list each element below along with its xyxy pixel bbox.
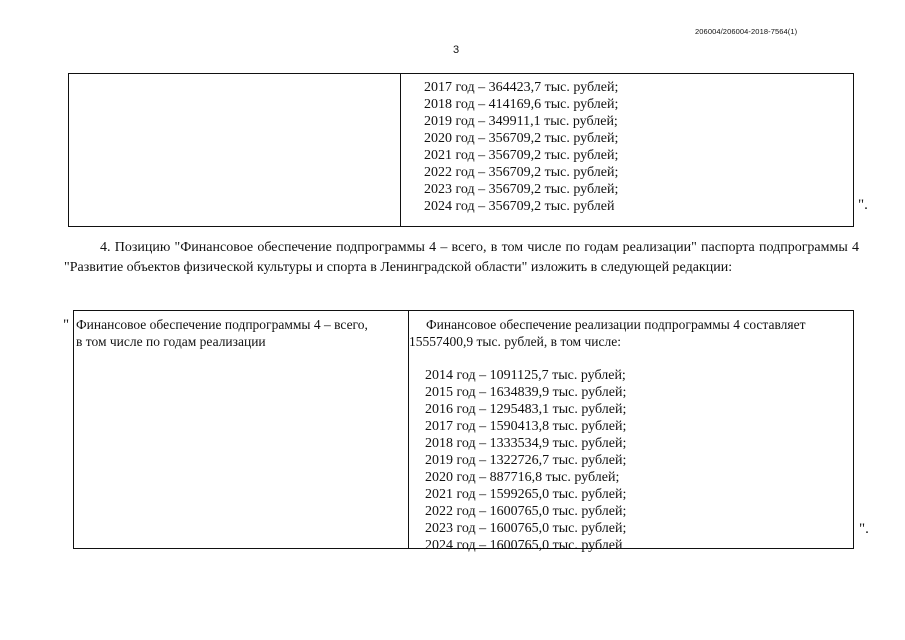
funding-year-line: 2016 год – 1295483,1 тыс. рублей; [425, 402, 627, 417]
funding-year-line: 2017 год – 364423,7 тыс. рублей; [424, 80, 619, 95]
funding-year-line: 2020 год – 887716,8 тыс. рублей; [425, 470, 620, 485]
funding-year-line: 2021 год – 1599265,0 тыс. рублей; [425, 487, 627, 502]
funding-year-line: 2019 год – 1322726,7 тыс. рублей; [425, 453, 627, 468]
funding-year-line: 2023 год – 1600765,0 тыс. рублей; [425, 521, 627, 536]
funding-total-intro: Финансовое обеспечение реализации подпрограммы 4 составляет 15557400,9 тыс. рублей, в том числе: [409, 317, 806, 349]
funding-year-line: 2017 год – 1590413,8 тыс. рублей; [425, 419, 627, 434]
closing-quote-mark: ". [859, 521, 869, 537]
funding-year-line: 2015 год – 1634839,9 тыс. рублей; [425, 385, 627, 400]
funding-year-line: 2018 год – 414169,6 тыс. рублей; [424, 97, 619, 112]
funding-year-line: 2021 год – 356709,2 тыс. рублей; [424, 148, 619, 163]
funding-year-line: 2014 год – 1091125,7 тыс. рублей; [425, 368, 626, 383]
position-label-cell: Финансовое обеспечение подпрограммы 4 – всего, в том числе по годам реализации [76, 317, 368, 349]
funding-year-line: 2023 год – 356709,2 тыс. рублей; [424, 182, 619, 197]
funding-year-line: 2018 год – 1333534,9 тыс. рублей; [425, 436, 627, 451]
funding-year-line: 2024 год – 1600765,0 тыс. рублей [425, 538, 623, 553]
column-divider [400, 74, 401, 226]
funding-year-line: 2020 год – 356709,2 тыс. рублей; [424, 131, 619, 146]
opening-quote-mark: " [63, 317, 70, 333]
funding-years-list-2 [425, 367, 626, 554]
amendment-paragraph: 4. Позицию "Финансовое обеспечение подпрограммы 4 – всего, в том числе по годам реализации" паспорта подпрограммы 4 "Развитие объектов физической культуры и спорта в Ленинградской области" изложить в следующей редакции: [64, 240, 859, 275]
funding-year-line: 2022 год – 356709,2 тыс. рублей; [424, 165, 619, 180]
page-number: 3 [453, 44, 460, 56]
funding-year-line: 2019 год – 349911,1 тыс. рублей; [424, 114, 618, 129]
closing-quote-mark: ". [858, 197, 868, 213]
funding-year-line: 2024 год – 356709,2 тыс. рублей [424, 199, 615, 214]
document-id: 206004/206004-2018-7564(1) [695, 27, 798, 36]
funding-years-list-1 [424, 79, 618, 215]
funding-year-line: 2022 год – 1600765,0 тыс. рублей; [425, 504, 627, 519]
